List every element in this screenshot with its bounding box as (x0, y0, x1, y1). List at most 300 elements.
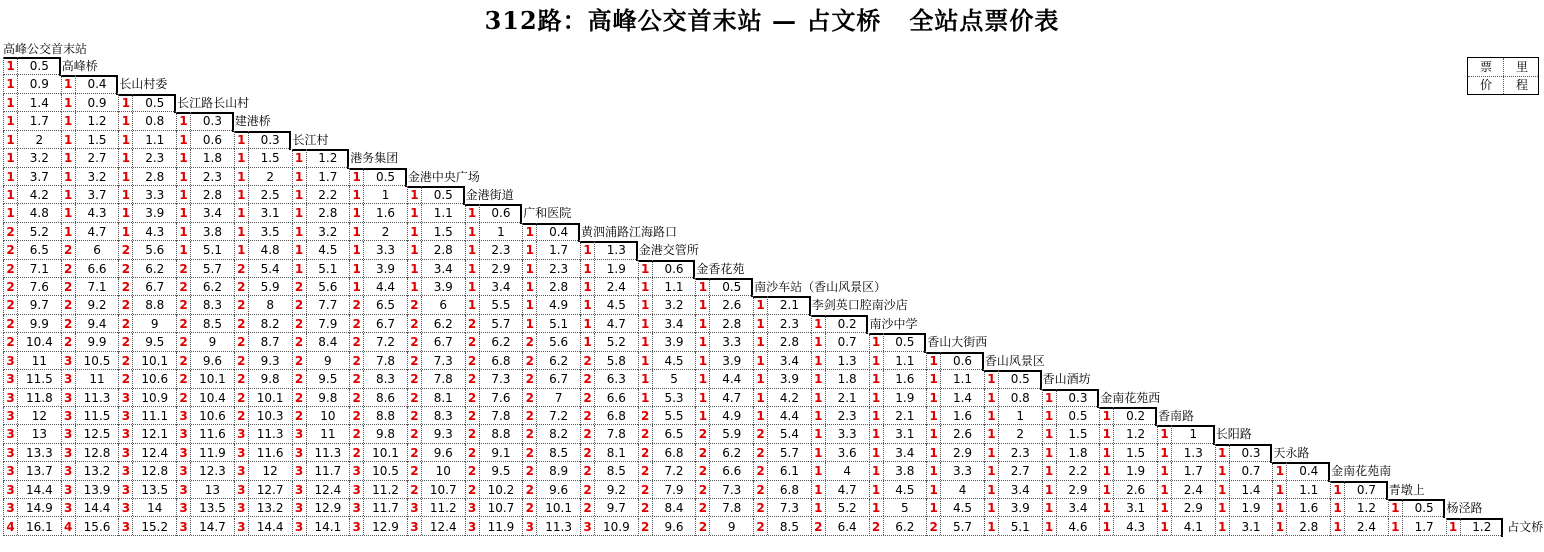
fare-price: 1 (1389, 499, 1403, 516)
fare-price: 3 (4, 499, 18, 516)
fare-distance: 14.4 (83, 501, 111, 516)
fare-distance: 9.6 (664, 519, 684, 534)
fare-price: 2 (466, 462, 480, 479)
fare-distance: 1.2 (1472, 519, 1492, 534)
fare-distance: 0.5 (895, 335, 915, 350)
fare-distance: 3.1 (895, 427, 915, 442)
fare-distance: 8.1 (433, 390, 453, 405)
fare-cell (3, 168, 61, 186)
fare-distance: 1.5 (260, 151, 280, 166)
fare-distance: 4.5 (606, 298, 626, 313)
fare-cell (753, 518, 811, 536)
fare-cell (61, 481, 119, 499)
fare-price: 2 (696, 481, 710, 498)
fare-price: 2 (235, 296, 249, 313)
fare-cell (176, 333, 234, 351)
fare-distance: 15.2 (141, 519, 169, 534)
fare-distance: 9.8 (260, 372, 280, 387)
fare-distance: 3.9 (433, 280, 453, 295)
fare-distance: 6.2 (202, 280, 222, 295)
fare-distance: 6.2 (145, 261, 165, 276)
fare-distance: 4.7 (722, 390, 742, 405)
fare-price: 1 (985, 462, 999, 479)
fare-price: 2 (812, 518, 826, 535)
fare-distance: 3.2 (87, 169, 107, 184)
fare-price: 3 (177, 518, 191, 535)
fare-price: 2 (177, 370, 191, 387)
fare-price: 1 (119, 204, 133, 221)
fare-cell (176, 168, 234, 186)
fare-cell (522, 444, 580, 462)
fare-cell (61, 296, 119, 314)
fare-price: 2 (466, 481, 480, 498)
fare-price: 1 (408, 186, 422, 203)
fare-cell (407, 389, 465, 407)
fare-price: 3 (235, 518, 249, 535)
fare-distance: 4.2 (779, 390, 799, 405)
fare-cell (407, 425, 465, 443)
fare-distance: 2 (35, 132, 44, 147)
fare-distance: 1.1 (895, 353, 915, 368)
fare-distance: 12.1 (141, 427, 169, 442)
fare-price: 2 (581, 389, 595, 406)
fare-cell (465, 352, 523, 370)
fare-price: 1 (466, 241, 480, 258)
fare-price: 2 (523, 370, 537, 387)
fare-cell (753, 296, 811, 314)
fare-distance: 1.6 (952, 408, 973, 423)
fare-distance: 13.3 (25, 445, 53, 460)
fare-price: 2 (293, 352, 307, 369)
fare-cell (638, 352, 696, 370)
fare-distance: 0.3 (260, 132, 280, 147)
fare-price: 1 (350, 168, 364, 185)
fare-price: 1 (293, 223, 307, 240)
fare-price: 3 (408, 518, 422, 535)
fare-distance: 9.7 (29, 298, 49, 313)
fare-distance: 5.5 (491, 298, 511, 313)
fare-price: 1 (927, 499, 941, 516)
fare-price: 2 (696, 462, 710, 479)
fare-cell (234, 204, 292, 222)
fare-price: 1 (1331, 518, 1345, 535)
fare-cell (869, 425, 927, 443)
fare-distance: 9.5 (145, 335, 165, 350)
fare-distance: 1.9 (1241, 501, 1261, 516)
fare-price: 1 (177, 223, 191, 240)
station-label: 黄泗浦路江海路口 (581, 224, 678, 239)
fare-distance: 1 (497, 224, 505, 239)
fare-cell (465, 223, 523, 241)
fare-price: 1 (870, 462, 884, 479)
fare-price: 1 (985, 499, 999, 516)
fare-cell (1042, 444, 1100, 462)
fare-price: 3 (177, 499, 191, 516)
fare-distance: 8.8 (145, 298, 165, 313)
fare-distance: 10.9 (602, 519, 630, 534)
fare-cell (1042, 499, 1100, 517)
fare-distance: 3.6 (837, 445, 857, 460)
station-label: 长阳路 (1215, 427, 1252, 442)
fare-cell (176, 241, 234, 259)
fare-price: 1 (62, 204, 76, 221)
fare-distance: 0.7 (837, 335, 857, 350)
fare-cell (580, 425, 638, 443)
fare-price: 1 (870, 407, 884, 424)
fare-cell (176, 352, 234, 370)
fare-distance: 10.4 (25, 335, 53, 350)
fare-price: 1 (870, 499, 884, 516)
fare-price: 1 (293, 186, 307, 203)
fare-distance: 11 (31, 353, 47, 368)
fare-distance: 13.5 (199, 501, 226, 516)
fare-distance: 0.6 (202, 132, 222, 147)
fare-cell (984, 462, 1042, 480)
fare-distance: 4.1 (1183, 519, 1203, 534)
fare-distance: 2.3 (549, 261, 569, 276)
fare-distance: 2.6 (722, 298, 742, 313)
fare-price: 1 (1216, 462, 1230, 479)
fare-distance: 7.9 (318, 316, 338, 331)
fare-distance: 0.2 (1126, 408, 1146, 423)
fare-price: 2 (177, 352, 191, 369)
fare-price: 3 (523, 518, 537, 535)
fare-cell (869, 444, 927, 462)
fare-price: 1 (235, 149, 249, 166)
fare-cell (234, 296, 292, 314)
fare-distance: 9 (324, 353, 332, 368)
fare-distance: 4.3 (145, 224, 165, 239)
fare-cell (3, 94, 61, 112)
fare-price: 1 (581, 260, 595, 277)
fare-cell (811, 407, 869, 425)
fare-cell (811, 389, 869, 407)
fare-cell (349, 389, 407, 407)
fare-distance: 1.1 (1299, 482, 1319, 497)
fare-cell (292, 186, 350, 204)
fare-distance: 1 (1189, 427, 1198, 442)
fare-cell (234, 425, 292, 443)
fare-price: 2 (62, 315, 76, 332)
fare-distance: 1 (381, 187, 390, 202)
fare-cell (118, 333, 176, 351)
fare-price: 3 (235, 481, 249, 498)
fare-price: 1 (639, 278, 653, 295)
fare-distance: 2.8 (779, 335, 799, 350)
fare-distance: 3.8 (202, 224, 222, 239)
fare-cell (465, 241, 523, 259)
fare-price: 2 (523, 499, 537, 516)
fare-cell (234, 149, 292, 167)
fare-distance: 8.3 (202, 298, 222, 313)
fare-price: 2 (754, 444, 768, 461)
fare-price: 3 (177, 481, 191, 498)
fare-cell (926, 352, 984, 370)
fare-cell (1099, 407, 1157, 425)
fare-cell (522, 462, 580, 480)
fare-cell (3, 370, 61, 388)
fare-distance: 0.4 (1299, 464, 1319, 479)
fare-price: 1 (119, 149, 133, 166)
fare-price: 1 (119, 112, 133, 129)
fare-cell (984, 370, 1042, 388)
fare-price: 1 (408, 241, 422, 258)
fare-distance: 11.8 (25, 390, 53, 405)
fare-price: 2 (639, 407, 653, 424)
fare-price: 3 (350, 518, 364, 535)
fare-price: 2 (62, 333, 76, 350)
fare-distance: 2.9 (1068, 482, 1088, 497)
station-label: 高峰公交首末站 (3, 42, 88, 56)
fare-price: 1 (754, 315, 768, 332)
fare-distance: 1.3 (1183, 445, 1203, 460)
fare-distance: 1.8 (202, 151, 222, 166)
fare-cell (580, 370, 638, 388)
fare-distance: 6 (439, 298, 448, 313)
fare-distance: 6.2 (433, 316, 453, 331)
fare-distance: 7.8 (606, 427, 626, 442)
fare-distance: 12.5 (83, 427, 111, 442)
fare-price: 2 (350, 444, 364, 461)
fare-price: 2 (408, 296, 422, 313)
fare-price: 1 (4, 186, 18, 203)
fare-cell (292, 241, 350, 259)
fare-price: 1 (870, 444, 884, 461)
fare-price: 1 (1043, 518, 1057, 535)
fare-cell (176, 260, 234, 278)
fare-distance: 5.1 (202, 243, 222, 258)
fare-price: 1 (62, 75, 76, 92)
fare-cell (349, 407, 407, 425)
fare-price: 1 (1331, 499, 1345, 516)
station-label: 金港交管所 (638, 243, 699, 258)
station-label: 高峰桥 (61, 59, 98, 73)
fare-cell (1272, 518, 1330, 536)
fare-distance: 6.2 (549, 353, 569, 368)
fare-distance: 5.1 (549, 316, 569, 331)
fare-distance: 1.2 (1126, 427, 1146, 442)
fare-cell (695, 425, 753, 443)
fare-price: 1 (812, 352, 826, 369)
fare-price: 1 (754, 389, 768, 406)
fare-distance: 5.6 (145, 243, 165, 258)
fare-price: 1 (293, 204, 307, 221)
fare-cell (465, 425, 523, 443)
fare-price: 1 (927, 389, 941, 406)
fare-cell (811, 370, 869, 388)
fare-price: 3 (235, 462, 249, 479)
fare-distance: 9.9 (87, 335, 107, 350)
fare-price: 2 (639, 481, 653, 498)
fare-price: 3 (235, 499, 249, 516)
fare-distance: 1.9 (606, 261, 626, 276)
fare-distance: 2.3 (1010, 445, 1030, 460)
fare-distance: 11.9 (487, 519, 515, 534)
fare-cell (118, 186, 176, 204)
fare-price: 3 (119, 389, 133, 406)
fare-price: 3 (350, 481, 364, 498)
fare-price: 3 (293, 518, 307, 535)
fare-distance: 2.1 (837, 390, 857, 405)
fare-price: 3 (62, 352, 76, 369)
fare-cell (176, 407, 234, 425)
fare-price: 2 (177, 260, 191, 277)
fare-cell (234, 370, 292, 388)
fare-price: 1 (62, 149, 76, 166)
fare-price: 2 (293, 315, 307, 332)
fare-cell (522, 370, 580, 388)
fare-distance: 6.3 (606, 372, 626, 387)
fare-cell (1215, 481, 1273, 499)
fare-price: 3 (62, 370, 76, 387)
fare-cell (695, 389, 753, 407)
fare-cell (522, 315, 580, 333)
fare-distance: 0.5 (1010, 372, 1030, 387)
fare-distance: 0.5 (1068, 408, 1088, 423)
fare-distance: 2 (1016, 427, 1025, 442)
fare-distance: 4 (843, 464, 851, 479)
fare-price: 2 (466, 352, 480, 369)
fare-distance: 3.4 (202, 206, 222, 221)
fare-distance: 7.8 (722, 501, 742, 516)
fare-cell (753, 481, 811, 499)
fare-cell (61, 168, 119, 186)
fare-distance: 4.2 (29, 187, 49, 202)
fare-distance: 3.3 (952, 464, 973, 479)
fare-distance: 7.8 (375, 353, 396, 368)
fare-cell (407, 444, 465, 462)
fare-cell (1042, 425, 1100, 443)
fare-price: 1 (812, 462, 826, 479)
fare-price: 3 (177, 407, 191, 424)
fare-distance: 5.5 (664, 408, 684, 423)
fare-price: 1 (927, 444, 941, 461)
fare-price: 3 (4, 352, 18, 369)
fare-cell (926, 481, 984, 499)
fare-distance: 0.5 (1414, 501, 1434, 516)
fare-distance: 2.4 (1183, 482, 1203, 497)
fare-cell (638, 370, 696, 388)
fare-price: 1 (1100, 481, 1114, 498)
fare-distance: 6.6 (87, 261, 107, 276)
fare-distance: 0.5 (433, 187, 453, 202)
fare-distance: 12.4 (314, 482, 342, 497)
fare-distance: 1.1 (433, 206, 453, 221)
fare-cell (638, 499, 696, 517)
fare-distance: 9.8 (318, 390, 338, 405)
fare-price: 1 (927, 352, 941, 369)
fare-cell (118, 94, 176, 112)
fare-cell (118, 462, 176, 480)
fare-price: 1 (177, 131, 191, 148)
fare-distance: 6.8 (606, 408, 626, 423)
fare-price: 2 (177, 278, 191, 295)
fare-cell (926, 370, 984, 388)
fare-price: 2 (466, 370, 480, 387)
station-label: 长江路长山村 (177, 95, 250, 110)
fare-price: 2 (177, 296, 191, 313)
fare-price: 2 (119, 352, 133, 369)
fare-cell (407, 462, 465, 480)
fare-distance: 3.3 (375, 243, 396, 258)
fare-cell (926, 389, 984, 407)
fare-price: 2 (408, 352, 422, 369)
fare-cell (3, 481, 61, 499)
fare-price: 2 (927, 518, 941, 535)
fare-distance: 2.8 (433, 243, 453, 258)
fare-price: 1 (62, 168, 76, 185)
fare-distance: 2.7 (87, 151, 107, 166)
fare-cell (522, 352, 580, 370)
fare-price: 2 (581, 352, 595, 369)
fare-price: 3 (119, 444, 133, 461)
fare-distance: 9.4 (87, 316, 107, 331)
fare-distance: 0.4 (87, 77, 107, 92)
fare-distance: 2.8 (318, 206, 338, 221)
fare-cell (926, 462, 984, 480)
fare-cell (1042, 481, 1100, 499)
fare-price: 1 (1158, 462, 1172, 479)
fare-price: 1 (639, 352, 653, 369)
fare-cell (176, 389, 234, 407)
fare-distance: 11.7 (314, 464, 342, 479)
fare-cell (292, 204, 350, 222)
fare-distance: 2.8 (1299, 519, 1319, 534)
fare-cell (61, 407, 119, 425)
fare-cell (638, 278, 696, 296)
fare-price: 1 (177, 186, 191, 203)
fare-price: 2 (4, 278, 18, 295)
station-label: 香山大街西 (927, 335, 988, 350)
fare-cell (3, 186, 61, 204)
fare-price: 1 (754, 352, 768, 369)
fare-distance: 10.1 (256, 390, 284, 405)
fare-distance: 1.9 (1126, 464, 1146, 479)
fare-distance: 0.5 (375, 169, 396, 184)
fare-cell (984, 444, 1042, 462)
fare-price: 1 (350, 241, 364, 258)
fare-distance: 5.2 (29, 224, 49, 239)
fare-price: 1 (235, 223, 249, 240)
fare-price: 4 (62, 518, 76, 535)
fare-price: 2 (581, 407, 595, 424)
fare-distance: 0.3 (202, 114, 222, 129)
fare-distance: 3.4 (779, 353, 799, 368)
fare-cell (118, 168, 176, 186)
fare-price: 1 (4, 204, 18, 221)
page-title: 312路：高峰公交首末站 — 占文桥 全站点票价表 (484, 6, 1060, 35)
fare-cell (407, 407, 465, 425)
fare-cell (118, 389, 176, 407)
fare-cell (176, 112, 234, 130)
fare-price: 1 (812, 370, 826, 387)
fare-cell (292, 370, 350, 388)
fare-distance: 13.5 (141, 482, 169, 497)
fare-cell (234, 407, 292, 425)
fare-price: 1 (293, 149, 307, 166)
fare-cell (118, 425, 176, 443)
fare-distance: 0.2 (837, 316, 857, 331)
fare-cell (869, 352, 927, 370)
fare-distance: 3.1 (1241, 519, 1261, 534)
fare-distance: 4.7 (87, 224, 107, 239)
fare-distance: 0.3 (1068, 390, 1088, 405)
fare-price: 1 (812, 444, 826, 461)
fare-distance: 8.8 (491, 427, 511, 442)
fare-distance: 10.6 (141, 372, 169, 387)
fare-distance: 5.3 (664, 390, 684, 405)
fare-cell (522, 333, 580, 351)
